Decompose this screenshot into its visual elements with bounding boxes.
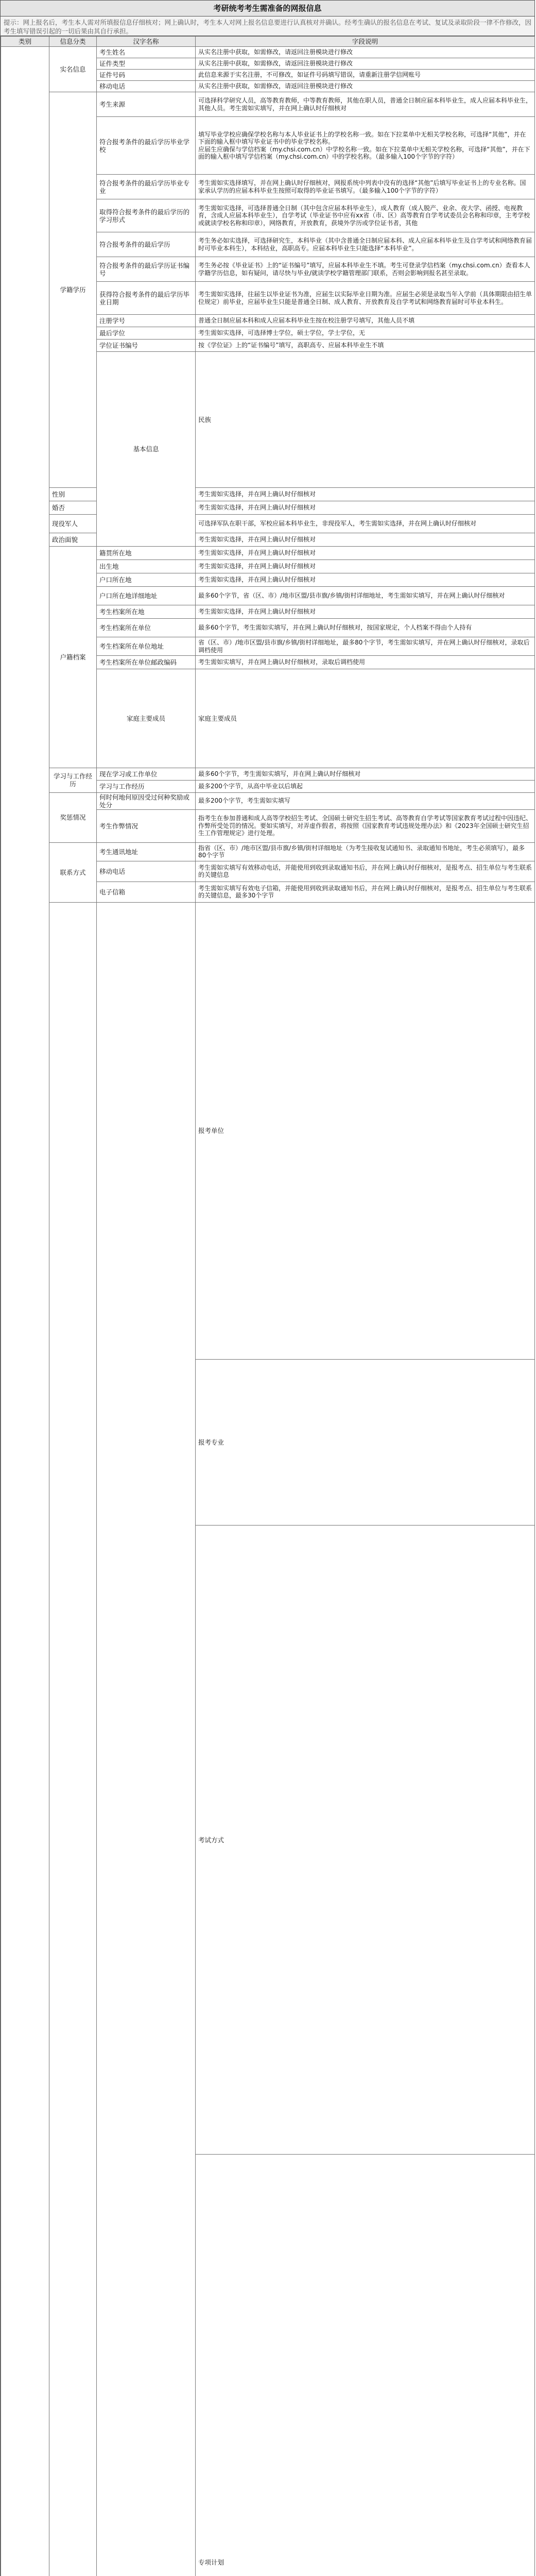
table-body	[1, 47, 535, 2576]
table-row	[1, 488, 535, 501]
field-description-cell: 考生需如实选择，并在网上确认时仔细核对	[196, 547, 535, 560]
field-description-cell: 可选择科学研究人员，高等教育教师，中等教育教师，其他在职人员，普通全日制应届本科毕业生，成人应届本科毕业生，其他人员。考生需如实填写，并在网上确认时仔细核对	[196, 92, 535, 117]
field-name-cell: 学习与工作经历	[97, 780, 196, 792]
field-description-cell: 考生需如实选择，可选择博士学位，硕士学位，学士学位，无	[196, 327, 535, 340]
field-description-cell: 考生需如实填写有效电子信箱，并能使用到收到录取通知书后，并在网上确认时仔细核对，是报考点、招生单位与考生联系的关键信息，最多30个字节	[196, 882, 535, 902]
field-name-cell: 婚否	[49, 501, 97, 515]
subcategory-cell: 学习与工作经历	[49, 768, 97, 792]
field-name-cell: 考生来源	[97, 92, 196, 117]
table-row	[1, 533, 535, 547]
field-description-cell: 按《学位证》上的“证书编号”填写，高职高专、应届本科毕业生不填	[196, 340, 535, 352]
subcategory-cell	[97, 902, 196, 2576]
table-row	[1, 547, 535, 560]
field-description-cell: 考生需如实选择，并在网上确认时仔细核对	[196, 501, 535, 515]
table-row	[1, 768, 535, 780]
field-name-cell: 注册学号	[97, 315, 196, 327]
field-name-cell: 出生地	[97, 560, 196, 573]
field-name-cell: 获得符合报考条件的最后学历毕业日期	[97, 282, 196, 315]
field-name-cell: 户口所在地详细地址	[97, 587, 196, 605]
table-row	[1, 47, 535, 58]
field-description-cell: 考生务必如实选择，可选择研究生，本科毕业（其中含普通全日制应届本科、成人应届本科毕业生及自学考试和网络教育届时可毕业本科生），本科结业，高职高专。应届本科毕业生只能选择“本科毕业”。	[196, 232, 535, 257]
field-name-cell: 取得符合报考条件的最后学历的学习形式	[97, 199, 196, 232]
table-row	[1, 515, 535, 533]
category-cell	[1, 47, 49, 2576]
table-row	[1, 792, 535, 809]
field-name-cell: 电子信箱	[97, 882, 196, 902]
field-description-cell: 普通全日制应届本科和成人应届本科毕业生按在校注册学号填写，其他人员不填	[196, 315, 535, 327]
field-description-cell: 最多200个字节，从高中毕业以后填起	[196, 780, 535, 792]
field-description-cell: 最多60个字节，考生需如实填写，并在网上确认时仔细核对，按国家规定，个人档案不得由个人持有	[196, 619, 535, 637]
field-name-cell: 考生档案所在单位邮政编码	[97, 656, 196, 669]
table-row	[1, 92, 535, 117]
field-description-cell: 考生需如实选择，并在网上确认时仔细核对	[196, 488, 535, 501]
field-description-cell: 填写毕业学校应确保学校名称与本人毕业证书上的学校名称一致。如在下拉菜单中无相关学校名称，可选择“其他”，并在下面的输入框中填写毕业证书中的毕业学校名称。 应届生应确保与学信档案（my.chsi.com.cn）中学校名称一致。如在下拉菜单中无相关学校名称，可选择“其他”，并在下面的输入框中填写学信档案（my.chsi.com.cn）中的学校名称。（最多输入100个字节的字符）	[196, 117, 535, 175]
field-name-cell: 学位证书编号	[97, 340, 196, 352]
field-name-cell: 考生作弊情况	[97, 809, 196, 842]
field-description-cell: 从实名注册中获取，如需修改，请返回注册模块进行修改	[196, 47, 535, 58]
field-description-cell: 考生需如实选择，并在网上确认时仔细核对	[196, 533, 535, 547]
field-name-cell: 证件号码	[97, 70, 196, 81]
field-name-cell: 移动电话	[97, 861, 196, 882]
field-name-cell: 籍贯所在地	[97, 547, 196, 560]
subcategory-cell: 实名信息	[49, 47, 97, 92]
table-row	[1, 501, 535, 515]
notice-text: 提示：网上报名后，考生本人需对所填报信息仔细核对；网上确认时，考生本人对网上报名信息要进行认真核对并确认。经考生确认的报名信息在考试、复试及录取阶段一律不作修改，因考生填写错误引起的一切后果由其自行承担。	[1, 16, 534, 36]
table-row	[1, 902, 535, 1360]
header-field-description: 字段说明	[196, 37, 535, 47]
field-description-cell: 考生需如实填写，并在网上确认时仔细核对，录取后调档使用	[196, 656, 535, 669]
field-name-cell: 何时何地何原因受过何种奖励或处分	[97, 792, 196, 809]
subcategory-cell: 基本信息	[97, 352, 196, 547]
field-description-cell: 从实名注册中获取，如需修改，请返回注册模块进行修改	[196, 81, 535, 92]
field-name-cell: 考生档案所在单位地址	[97, 637, 196, 656]
field-description-cell: 指考生在参加普通和成人高等学校招生考试、全国硕士研究生招生考试、高等教育自学考试等国家教育考试过程中因违纪、作弊所受处罚的情况。要如实填写，对弄虚作假者，将按照《国家教育考试违规处理办法》和《2023年全国硕士研究生招生工作管理规定》进行处理。	[196, 809, 535, 842]
field-name-cell: 考生姓名	[97, 47, 196, 58]
subcategory-cell: 户籍档案	[49, 547, 97, 768]
field-description-cell: 考生需如实选择填写，并在网上确认时仔细核对，网报系统中列表中没有的选择“其他”后填写毕业证书上的专业名称。国家承认学历的应届本科毕业生按照可取得的毕业证书填写。（最多输入100个字节的字符）	[196, 175, 535, 199]
field-name-cell: 考生档案所在单位	[97, 619, 196, 637]
field-description-cell: 考生需如实选择，往届生以毕业证书为准，应届生以实际毕业日期为准。应届生必须是录取当年入学前（具体期限由招生单位规定）前毕业，应届毕业生只能是普通全日制、成人教育、开放教育及自学考试和网络教育届时可毕业本科生。	[196, 282, 535, 315]
field-name-cell: 报考专业	[196, 1360, 535, 1526]
header-subcategory: 信息分类	[49, 37, 97, 47]
field-description-cell: 省（区、市）/地市区盟/县市旗/乡镇/街村详细地址，最多80个字节，考生需如实填写，并在网上确认时仔细核对，录取后调档使用	[196, 637, 535, 656]
table-header-row	[1, 37, 535, 47]
field-name-cell: 移动电话	[97, 81, 196, 92]
field-name-cell: 符合报考条件的最后学历证书编号	[97, 257, 196, 282]
subcategory-cell: 联系方式	[49, 842, 97, 902]
field-name-cell: 现在学习或工作单位	[97, 768, 196, 780]
field-description-cell: 此信息来源于实名注册，不可修改，如证件号码填写错误，请重新注册学信网账号	[196, 70, 535, 81]
field-name-cell: 户口所在地	[97, 573, 196, 587]
header-field-name: 汉字名称	[97, 37, 196, 47]
field-name-cell: 报考单位	[196, 902, 535, 1360]
field-name-cell: 符合报考条件的最后学历	[97, 232, 196, 257]
field-description-cell: 考生需如实选择，可选择普通全日制（其中包含应届本科毕业生），成人教育（成人脱产、业余、夜大学、函授、电视教育，含成人应届本科毕业生），自学考试（毕业证书中应有xx省（市、区）高等教育自学考试委员会名称和印章，主考学校或就读学校名称和印章），网络教育，开放教育，获境外学历或学位证书者，其他	[196, 199, 535, 232]
subcategory-cell: 学籍学历	[49, 92, 97, 488]
field-description-cell: 考生需如实选择，并在网上确认时仔细核对	[196, 560, 535, 573]
header-category: 类别	[1, 37, 49, 47]
field-name-cell: 民族	[196, 352, 535, 488]
field-name-cell: 现役军人	[49, 515, 97, 533]
field-description-cell: 考生需如实选择，并在网上确认时仔细核对	[196, 573, 535, 587]
field-name-cell: 考生档案所在地	[97, 605, 196, 619]
field-name-cell: 符合报考条件的最后学历毕业学校	[97, 117, 196, 175]
field-description-cell: 最多60个字节，考生需如实填写，并在网上确认时仔细核对	[196, 768, 535, 780]
field-name-cell: 最后学位	[97, 327, 196, 340]
field-name-cell: 专项计划	[196, 2155, 535, 2576]
document-title: 考研统考考生需准备的网报信息	[1, 1, 534, 16]
field-name-cell: 符合报考条件的最后学历毕业专业	[97, 175, 196, 199]
table-row	[1, 842, 535, 861]
field-description-cell: 考生务必按《毕业证书》上的“证书编号”填写，应届本科毕业生不填。考生可登录学信档案（my.chsi.com.cn）查看本人学籍学历信息，如有疑问，请尽快与毕业/就读学校学籍管理部门联系，否则会影响到报名甚至录取。	[196, 257, 535, 282]
info-table	[1, 36, 535, 2576]
category-cell	[49, 902, 97, 2576]
field-name-cell: 家庭主要成员	[196, 669, 535, 768]
field-description-cell: 可选择军队在职干部，军校应届本科毕业生，非现役军人，考生需如实选择，并在网上确认时仔细核对	[196, 515, 535, 533]
field-description-cell: 考生需如实填写有效移动电话，并能使用到收到录取通知书后，并在网上确认时仔细核对，是报考点、招生单位与考生联系的关键信息	[196, 861, 535, 882]
subcategory-cell: 家庭主要成员	[97, 669, 196, 768]
field-description-cell: 最多60个字节，省（区、市）/地市区盟/县市旗/乡镇/街村详细地址，考生需如实填写，并在网上确认时仔细核对	[196, 587, 535, 605]
field-name-cell: 考生通讯地址	[97, 842, 196, 861]
field-name-cell: 考试方式	[196, 1526, 535, 2155]
field-description-cell: 从实名注册中获取，如需修改，请返回注册模块进行修改	[196, 58, 535, 70]
field-name-cell: 性别	[49, 488, 97, 501]
field-description-cell: 指省（区、市）/地市区盟/县市旗/乡镇/街村详细地址（为考生接收复试通知书、录取通知书地址，考生必须填写），最多80个字节	[196, 842, 535, 861]
field-description-cell: 最多200个字节，考生需如实填写	[196, 792, 535, 809]
subcategory-cell: 奖惩情况	[49, 792, 97, 842]
field-description-cell: 考生需如实选择，并在网上确认时仔细核对	[196, 605, 535, 619]
field-name-cell: 政治面貌	[49, 533, 97, 547]
field-name-cell: 证件类型	[97, 58, 196, 70]
